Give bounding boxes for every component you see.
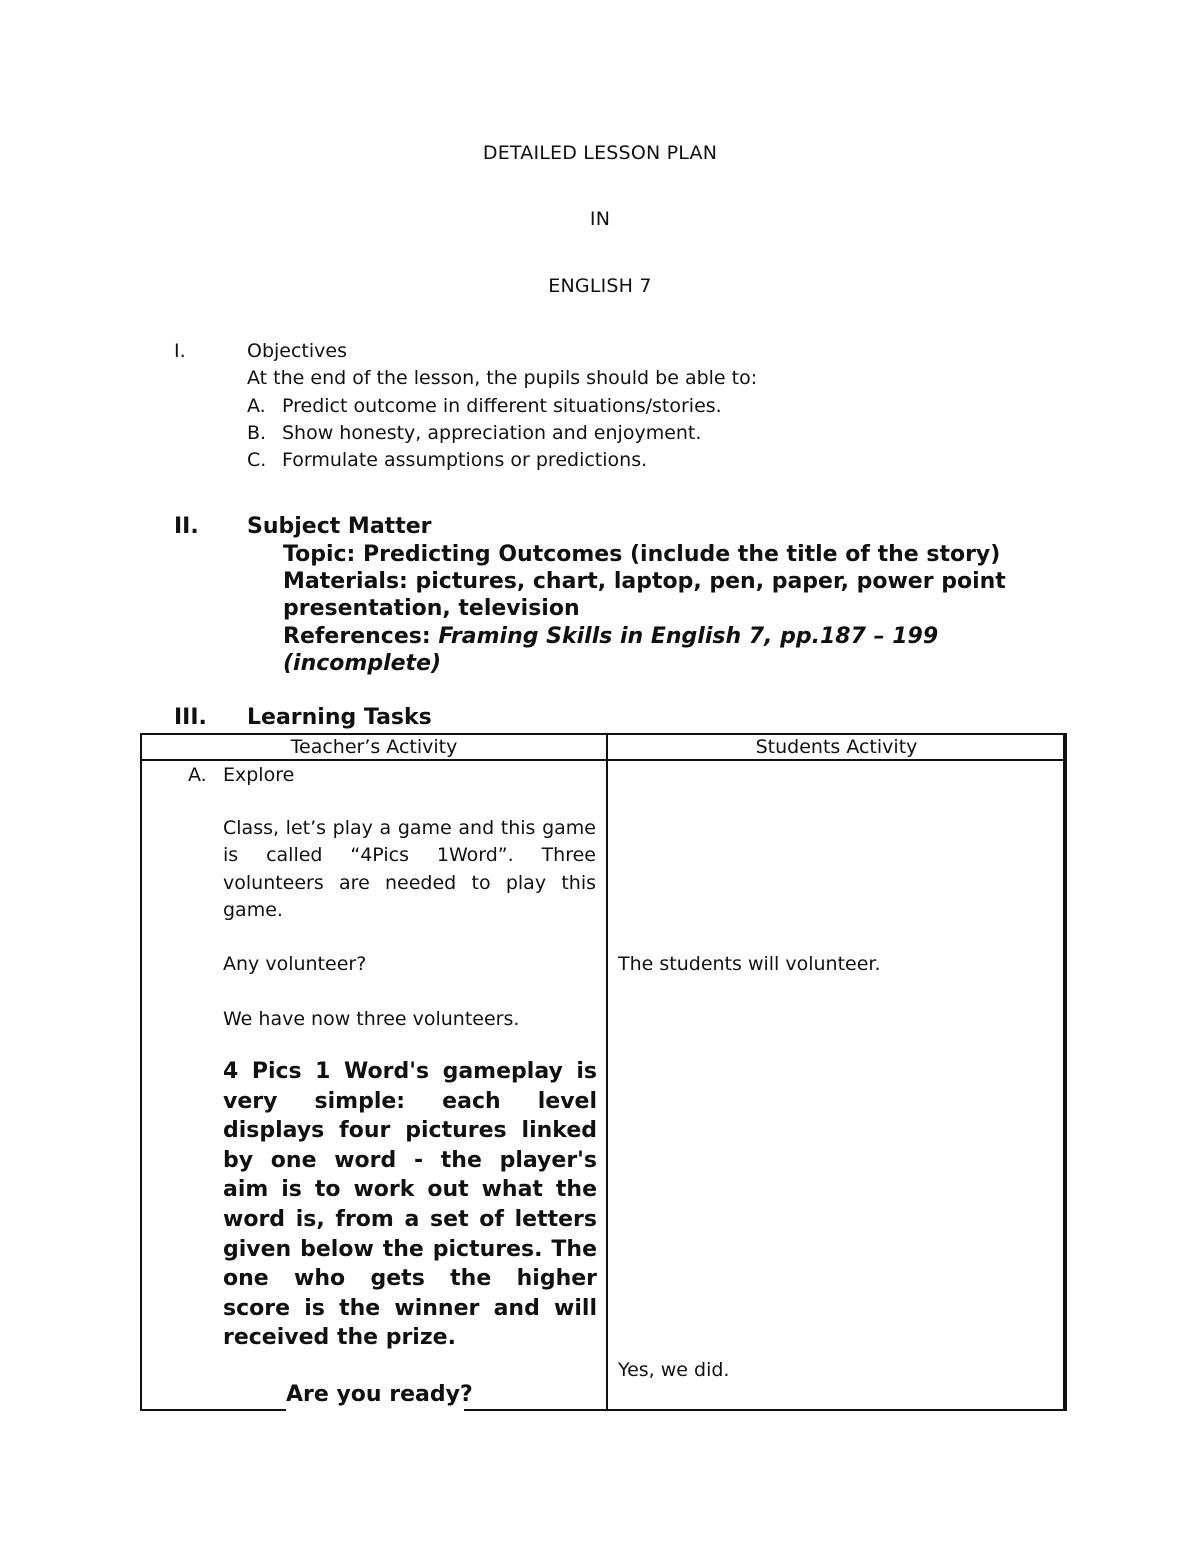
references-label: References: — [283, 624, 439, 649]
teacher-ready: Are you ready? — [286, 1382, 473, 1407]
table-header-students: Students Activity — [755, 736, 918, 758]
teacher-intro: Class, let’s play a game and this game is called “4Pics 1Word”. Three volunteers are needed to play this game. — [223, 817, 596, 921]
objective-c-text: Formulate assumptions or predictions. — [282, 449, 648, 471]
table-bottom-rule-right — [606, 1409, 1067, 1411]
learning-tasks-number: III. — [174, 705, 207, 730]
subject-matter-references-2 — [283, 651, 441, 676]
table-right-edge — [1065, 733, 1067, 1411]
table-bottom-rule-mid — [464, 1409, 606, 1411]
subject-matter-number: II. — [174, 514, 199, 539]
objective-a-text: Predict outcome in different situations/stories. — [282, 395, 722, 417]
objectives-heading: Objectives — [247, 340, 347, 362]
explore-letter: A. — [188, 764, 207, 786]
subject-matter-heading: Subject Matter — [247, 514, 432, 539]
references-title: Framing Skills in English 7, pp.187 – 199 — [438, 624, 939, 649]
student-did: Yes, we did. — [618, 1359, 730, 1381]
objectives-number: I. — [174, 340, 186, 362]
title-line-3: ENGLISH 7 — [548, 275, 652, 297]
student-volunteer: The students will volunteer. — [618, 953, 881, 975]
title-line-1: DETAILED LESSON PLAN — [482, 142, 718, 164]
table-header-rule — [140, 759, 1067, 761]
table-column-divider — [606, 733, 608, 1411]
objective-a-letter: A. — [247, 395, 266, 417]
objectives-intro: At the end of the lesson, the pupils should be able to: — [247, 367, 758, 389]
objective-b-text: Show honesty, appreciation and enjoyment. — [282, 422, 702, 444]
objective-b-letter: B. — [247, 422, 267, 444]
subject-matter-references — [283, 624, 938, 649]
subject-matter-materials-2: presentation, television — [283, 596, 580, 621]
subject-matter-materials-1: Materials: pictures, chart, laptop, pen, paper, power point — [283, 569, 1006, 594]
learning-tasks-heading: Learning Tasks — [247, 705, 432, 730]
references-note: (incomplete) — [283, 651, 442, 676]
subject-matter-topic: Topic: Predicting Outcomes (include the title of the story) — [283, 542, 1001, 567]
teacher-ask: Any volunteer? — [223, 953, 367, 975]
objective-c-letter: C. — [247, 449, 267, 471]
table-bottom-rule-left — [140, 1409, 286, 1411]
table-header-teacher: Teacher’s Activity — [290, 736, 458, 758]
explore-label: Explore — [223, 764, 295, 786]
teacher-game-rules: 4 Pics 1 Word's gameplay is very simple: each level displays four pictures linked by one word - the player's aim is to work out what the word is, from a set of letters given below the pictures. The one who gets the higher score is the winner and will received the prize. — [223, 1059, 597, 1351]
teacher-now: We have now three volunteers. — [223, 1008, 520, 1030]
title-line-2: IN — [589, 208, 611, 230]
